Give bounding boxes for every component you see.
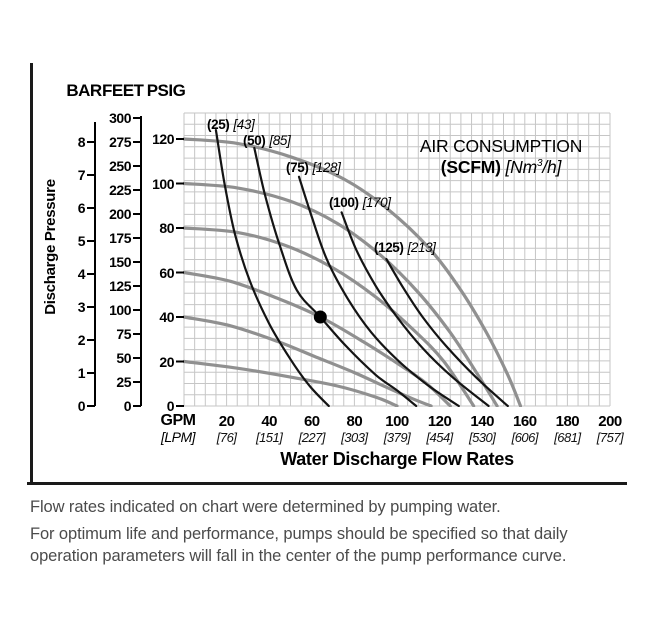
feet-tick-label-100: 100 <box>109 302 131 318</box>
operating-point-dot <box>314 311 327 324</box>
x-tick-lpm-80: [303] <box>341 430 368 445</box>
footer-note-1: Flow rates indicated on chart were determined by pumping water. <box>30 498 501 516</box>
bar-tick-label-0: 0 <box>77 398 85 414</box>
y-axis-title: Discharge Pressure <box>42 179 59 315</box>
feet-tick-label-125: 125 <box>109 278 131 294</box>
x-tick-gpm-180: 180 <box>555 413 580 430</box>
feet-tick-label-225: 225 <box>109 182 131 198</box>
x-axis-unit-gpm: GPM <box>160 412 196 429</box>
water-curve-60psig <box>184 273 450 407</box>
feet-tick-label-25: 25 <box>116 374 131 390</box>
feet-tick-label-200: 200 <box>109 206 131 222</box>
x-tick-gpm-20: 20 <box>218 413 235 430</box>
bar-tick-label-6: 6 <box>77 200 85 216</box>
x-tick-lpm-120: [454] <box>426 430 453 445</box>
x-tick-gpm-120: 120 <box>427 413 452 430</box>
air-curve-label-75: (75) [128] <box>286 159 341 175</box>
air-curve-label-25: (25) [43] <box>207 116 255 132</box>
x-axis-unit-lpm: [LPM] <box>160 429 196 445</box>
water-curve-120psig <box>184 139 521 406</box>
x-tick-gpm-40: 40 <box>261 413 278 430</box>
bar-tick-label-2: 2 <box>77 332 85 348</box>
bar-scale-header: BAR <box>66 81 102 100</box>
x-tick-gpm-140: 140 <box>470 413 494 430</box>
x-tick-lpm-100: [379] <box>383 430 411 445</box>
bar-tick-label-5: 5 <box>77 233 85 249</box>
air-curve-label-100: (100) [170] <box>329 195 391 211</box>
feet-tick-label-250: 250 <box>109 158 131 174</box>
feet-tick-label-275: 275 <box>109 134 131 150</box>
x-tick-lpm-40: [151] <box>255 430 283 445</box>
air-consumption-title <box>388 137 614 176</box>
psig-tick-label-20: 20 <box>159 353 174 370</box>
x-tick-gpm-200: 200 <box>598 413 622 430</box>
x-tick-lpm-60: [227] <box>298 430 325 445</box>
air-title-scfm: (SCFM) <box>440 156 501 177</box>
bar-tick-label-1: 1 <box>77 365 85 381</box>
air-curve-125scfm <box>386 259 507 406</box>
bar-tick-label-3: 3 <box>77 299 85 315</box>
bar-tick-label-4: 4 <box>77 266 85 282</box>
psig-tick-label-60: 60 <box>159 264 174 281</box>
air-title-line1: AIR CONSUMPTION <box>419 136 583 156</box>
x-tick-lpm-160: [606] <box>511 430 538 445</box>
air-curve-label-50: (50) [85] <box>243 132 291 148</box>
psig-scale-header: PSIG <box>146 81 186 100</box>
psig-tick-label-120: 120 <box>152 131 174 147</box>
air-title-nm3h: [Nm$^3$/h] <box>505 156 562 177</box>
psig-tick-label-100: 100 <box>152 175 174 192</box>
bar-tick-label-8: 8 <box>77 134 85 150</box>
feet-tick-label-50: 50 <box>116 350 131 366</box>
air-curve-label-125: (125) [213] <box>373 240 436 255</box>
x-tick-gpm-160: 160 <box>513 413 537 430</box>
x-tick-lpm-20: [76] <box>216 430 237 445</box>
bar-tick-label-7: 7 <box>77 167 85 183</box>
psig-tick-label-40: 40 <box>159 309 174 325</box>
x-tick-gpm-60: 60 <box>303 413 320 430</box>
water-performance-curves <box>184 139 521 406</box>
x-tick-lpm-180: [681] <box>554 430 581 445</box>
psig-tick-label-0: 0 <box>166 398 174 414</box>
x-tick-lpm-140: [530] <box>468 430 496 445</box>
feet-tick-label-150: 150 <box>109 254 131 270</box>
x-axis-title: Water Discharge Flow Rates <box>280 449 514 469</box>
feet-tick-label-0: 0 <box>123 398 131 414</box>
psig-tick-label-80: 80 <box>159 220 174 236</box>
footer-note-2: For optimum life and performance, pumps should be specified so that daily operation parameters will fall in the center of the pump performance curve. <box>30 525 568 565</box>
x-tick-lpm-200: [757] <box>596 430 624 445</box>
feet-tick-label-300: 300 <box>109 110 131 126</box>
x-tick-gpm-100: 100 <box>385 413 409 430</box>
feet-tick-label-75: 75 <box>116 326 131 342</box>
x-tick-gpm-80: 80 <box>346 413 363 430</box>
feet-tick-label-175: 175 <box>109 230 131 246</box>
feet-scale-header: FEET <box>102 81 144 100</box>
